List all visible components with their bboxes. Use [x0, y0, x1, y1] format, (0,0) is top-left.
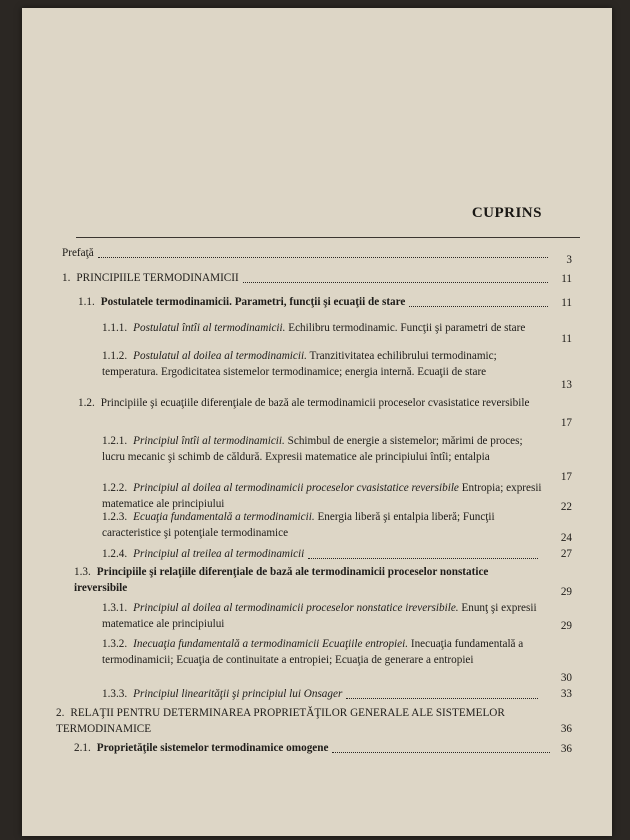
page-number: 36: [560, 743, 572, 755]
toc-entry-title-italic: Principiul al doilea al termodinamicii proceselor cvasistatice reversibile: [133, 482, 459, 494]
toc-entry-title-italic: Ecuaţia fundamentală a termodinamicii.: [133, 511, 315, 523]
toc-entry-1-2-4[interactable]: [102, 547, 542, 563]
toc-entry-title-italic: Principiul linearităţii şi principiul lui Onsager: [133, 688, 343, 700]
dot-leader: [98, 257, 548, 258]
toc-entry-number: 1.1.: [78, 296, 95, 308]
page-number: 24: [560, 532, 572, 544]
toc-entry-1-1-2[interactable]: [102, 349, 542, 380]
page-number: 11: [561, 333, 572, 345]
page-number: 3: [566, 254, 572, 266]
toc-entry-title: Tranzitivitatea echilibrului termodinamic; temperatura. Ergodicitatea sistemelor termodinamice; energia internă. Ecuaţii de stare: [102, 350, 497, 378]
divider: [76, 237, 580, 238]
dot-leader: [332, 752, 550, 753]
toc-entry-1-3-3[interactable]: [102, 687, 542, 703]
toc-entry-title: PRINCIPIILE TERMODINAMICII: [76, 272, 239, 284]
toc-entry-1-3-1[interactable]: [102, 601, 542, 632]
toc-entry-number: 1.2.: [78, 397, 95, 409]
toc-entry-title-italic: Postulatul al doilea al termodinamicii.: [133, 350, 307, 362]
toc-entry-1-3[interactable]: [74, 565, 544, 596]
page-number: 17: [560, 417, 572, 429]
toc-entry-title: Echilibru termodinamic. Funcţii şi parametri de stare: [285, 322, 526, 334]
toc-entry-title: Energia liberă şi entalpia liberă; Funcţii caracteristice şi potenţiale termodinamice: [102, 511, 495, 539]
toc-entry-number: 1.2.3.: [102, 511, 128, 523]
toc-entry-number: 2.1.: [74, 742, 91, 754]
page-number: 33: [560, 688, 572, 700]
page-number: 11: [561, 273, 572, 285]
page-number: 29: [560, 586, 572, 598]
toc-entry-1-2[interactable]: [78, 396, 538, 412]
toc-entry-number: 1.1.1.: [102, 322, 128, 334]
toc-entry-number: 1.2.1.: [102, 435, 128, 447]
page-heading: CUPRINS: [471, 205, 542, 221]
page-number: 30: [560, 672, 572, 684]
page-number: 29: [560, 620, 572, 632]
toc-entry-title: Inecuaţia fundamentală a termodinamicii; Ecuaţia de continuitate a entropiei; Ecuaţia de generare a entropiei: [102, 638, 524, 666]
dot-leader: [409, 306, 548, 307]
dot-leader: [308, 558, 538, 559]
toc-entry-2-1[interactable]: [74, 741, 554, 757]
dot-leader: [243, 282, 548, 283]
toc-entry-title: RELAŢII PENTRU DETERMINAREA PROPRIETĂŢILOR GENERALE ALE SISTEMELOR TERMODINAMICE: [56, 707, 505, 735]
toc-entry-title: Entropia; expresii matematice ale principiului: [102, 482, 542, 510]
toc-entry-title: Schimbul de energie a sistemelor; mărimi de proces; lucru mecanic şi schimb de căldură. Expresii matematice ale principiului întîi; entalpia: [102, 435, 523, 463]
toc-entry-number: 1.3.1.: [102, 602, 128, 614]
toc-entry-chapter-2[interactable]: [56, 706, 536, 737]
toc-entry-1-1[interactable]: [78, 295, 552, 311]
page-number: 22: [560, 501, 572, 513]
toc-entry-number: 1.2.2.: [102, 482, 128, 494]
toc-entry-prefata[interactable]: [62, 246, 552, 262]
toc-entry-chapter-1[interactable]: [62, 271, 552, 287]
toc-entry-1-3-2[interactable]: [102, 637, 542, 668]
toc-entry-title: Proprietăţile sistemelor termodinamice omogene: [96, 742, 329, 754]
toc-entry-title-italic: Postulatul întîi al termodinamicii.: [133, 322, 286, 334]
toc-entry-title-italic: Principiul al doilea al termodinamicii proceselor nonstatice ireversibile.: [133, 602, 459, 614]
page-number: 11: [561, 297, 572, 309]
toc-entry-1-1-1[interactable]: [102, 321, 542, 337]
toc-entry-number: 1.3.3.: [102, 688, 128, 700]
page-number: 17: [560, 471, 572, 483]
toc-entry-title: Postulatele termodinamicii. Parametri, funcţii şi ecuaţii de stare: [100, 296, 406, 308]
toc-entry-1-2-2[interactable]: [102, 481, 542, 512]
toc-entry-number: 2.: [56, 707, 65, 719]
toc-entry-title-italic: Principiul întîi al termodinamicii.: [133, 435, 285, 447]
page-number: 27: [560, 548, 572, 560]
page-number: 13: [560, 379, 572, 391]
toc-entry-title: Prefaţă: [62, 247, 94, 259]
toc-entry-title-italic: Principiul al treilea al termodinamicii: [133, 548, 305, 560]
toc-entry-title: Principiile şi ecuaţiile diferenţiale de bază ale termodinamicii proceselor cvasistatice reversibile: [100, 397, 530, 409]
dot-leader: [346, 698, 538, 699]
toc-entry-number: 1.3.: [74, 566, 91, 578]
toc-entry-number: 1.3.2.: [102, 638, 128, 650]
toc-entry-title: Enunţ şi expresii matematice ale principiului: [102, 602, 537, 630]
toc-entry-title-italic: Inecuaţia fundamentală a termodinamicii Ecuaţiile entropiei.: [133, 638, 409, 650]
toc-entry-number: 1.1.2.: [102, 350, 128, 362]
toc-entry-title: Principiile şi relaţiile diferenţiale de bază ale termodinamicii proceselor nonstatice ireversibile: [74, 566, 489, 594]
book-page: [22, 8, 612, 836]
toc-entry-1-2-1[interactable]: [102, 434, 542, 465]
toc-entry-number: 1.2.4.: [102, 548, 128, 560]
toc-entry-number: 1.: [62, 272, 71, 284]
toc-entry-1-2-3[interactable]: [102, 510, 542, 541]
page-number: 36: [560, 723, 572, 735]
